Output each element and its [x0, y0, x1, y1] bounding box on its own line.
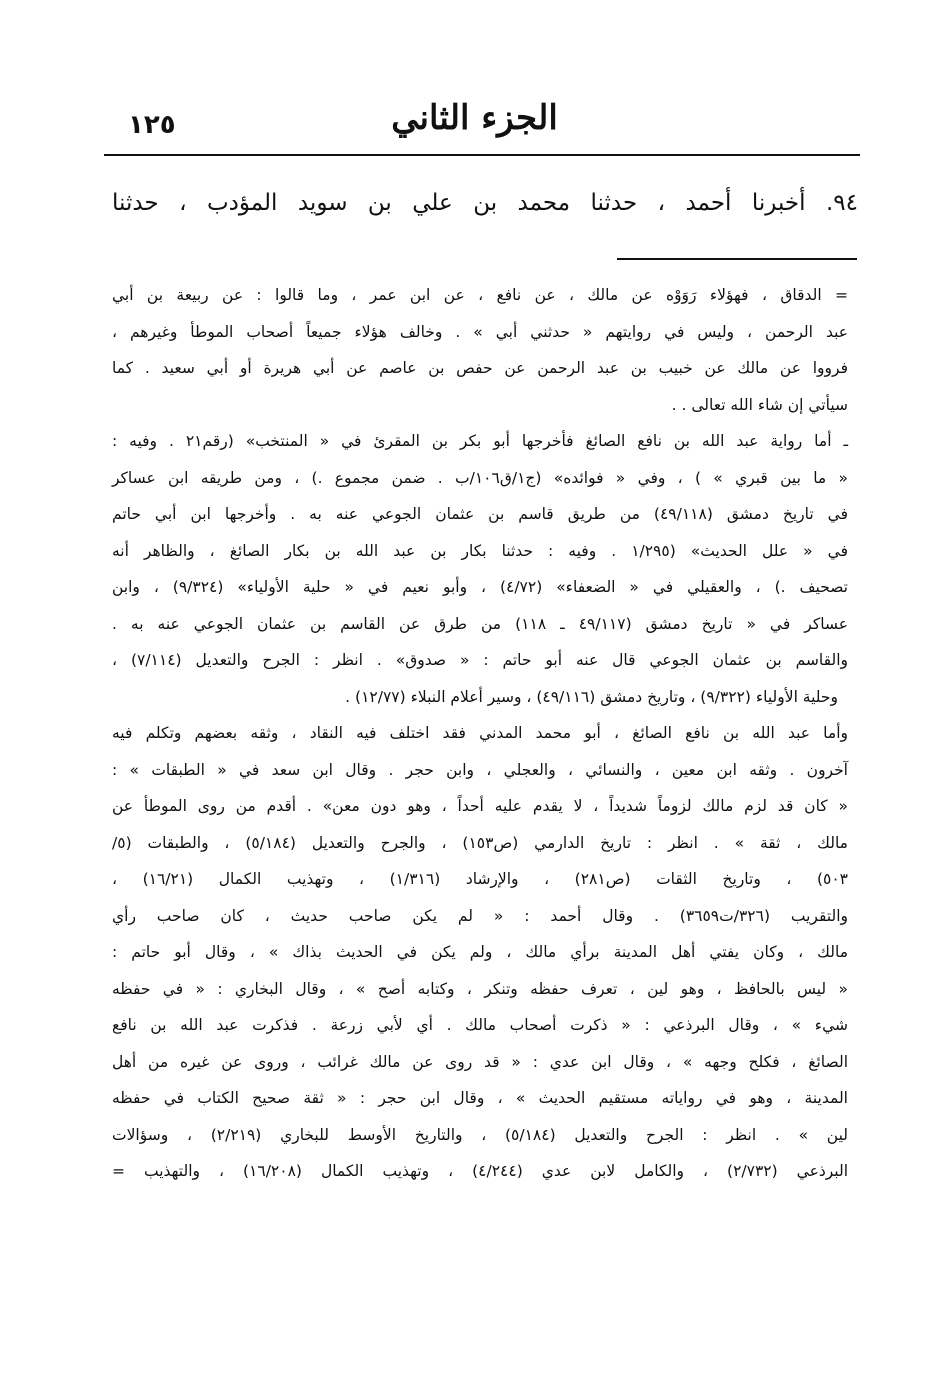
- footnote-line: البرذعي (٢/٧٣٢) ، والكامل لابن عدي (٤/٢٤٤) ، وتهذيب الكمال (١٦/٢٠٨) ، والتهذيب =: [112, 1162, 848, 1180]
- footnote-line: شيء » ، وقال البرذعي : « ذكرت أصحاب مالك . أي لأبي زرعة . فذكرت عبد الله بن نافع: [112, 1016, 848, 1034]
- footnote-line: ٥٠٣) ، وتاريخ الثقات (ص٢٨١) ، والإرشاد (١/٣١٦) ، وتهذيب الكمال (١٦/٢١) ،: [112, 870, 848, 888]
- footnote-line: لين » . انظر : الجرح والتعديل (٥/١٨٤) ، والتاريخ الأوسط للبخاري (٢/٢١٩) ، وسؤالات: [112, 1125, 848, 1144]
- footnote-line: « ما بين قبري » ) ، وفي « فوائده» (ج١/ق١٠٦/ب . ضمن مجموع .) ، ومن طريقه ابن عساكر: [112, 468, 848, 487]
- footnote-line: « كان قد لزم مالك لزوماً شديداً ، لا يقدم عليه أحداً ، وهو دون معن» . أقدم من روى الموطأ عن: [112, 797, 848, 815]
- footnote-line: ـ أما رواية عبد الله بن نافع الصائغ فأخرجها أبو بكر بن المقرئ في « المنتخب» (رقم٢١ . وفيه :: [112, 432, 848, 450]
- footnote-line: وأما عبد الله بن نافع الصائغ ، أبو محمد المدني فقد اختلف فيه النقاد ، وثقه بعضهم وتكلم فيه: [112, 724, 848, 742]
- footnote-line: مالك ، ثقة » . انظر : تاريخ الدارمي (ص١٥٣) ، والجرح والتعديل (٥/١٨٤) ، والطبقات (٥/: [112, 833, 848, 852]
- footnote-line: في تاريخ دمشق (٤٩/١١٨) من طريق قاسم بن عثمان الجوعي عنه به . وأخرجها ابن أبي حاتم: [112, 505, 848, 523]
- header-divider: [104, 154, 860, 156]
- footnote-line: مالك ، وكان يفتي أهل المدينة برأي مالك ، ولم يكن في الحديث بذاك » ، وقال أبو حاتم :: [112, 943, 848, 961]
- main-text-line: ٩٤. أخبرنا أحمد ، حدثنا محمد بن علي بن سويد المؤدب ، حدثنا: [112, 190, 858, 216]
- running-title: الجزء الثاني: [391, 98, 558, 138]
- footnote-line: عساكر في « تاريخ دمشق (٤٩/١١٧ ـ ١١٨) من طرق عن القاسم بن عثمان الجوعي عنه به .: [112, 614, 848, 633]
- footnote-line: « ليس بالحافظ ، وهو لين ، تعرف حفظه وتنكر ، وكتابه أصح » ، وقال البخاري : « في حفظه: [112, 979, 848, 998]
- footnote-line: آخرون . وثقه ابن معين ، والنسائي ، والعجلي ، وابن حجر . وقال ابن سعد في « الطبقات » :: [112, 760, 848, 779]
- footnote-line: المدينة ، وهو في رواياته مستقيم الحديث » ، وقال ابن حجر : « ثقة صحيح الكتاب في حفظه: [112, 1089, 848, 1107]
- footnote-line: تصحيف .) ، والعقيلي في « الضعفاء» (٤/٧٢) ، وأبو نعيم في « حلية الأولياء» (٩/٣٢٤) ، وابن: [112, 578, 848, 596]
- footnote-line: فرووا عن مالك عن خبيب بن عبد الرحمن عن حفص بن عاصم عن أبي هريرة أو أبي سعيد . كما: [112, 359, 848, 377]
- footnote-line: الصائغ ، فكلح وجهه » ، وقال ابن عدي : « قد روى عن مالك غرائب ، وروى عن غيره من أهل: [112, 1052, 848, 1071]
- footnote-line: = الدقاق ، فهؤلاء رَوَوْه عن مالك ، عن نافع ، عن ابن عمر ، وما قالوا : عن ربيعة بن أبي: [112, 286, 848, 304]
- page-number: ١٢٥: [128, 110, 176, 140]
- footnote-separator: [617, 258, 857, 260]
- footnote-line: وحلية الأولياء (٩/٣٢٢) ، وتاريخ دمشق (٤٩/١١٦) ، وسير أعلام النبلاء (١٢/٧٧) .: [345, 687, 838, 706]
- footnote-line: سيأتي إن شاء الله تعالى . .: [671, 395, 848, 414]
- footnote-line: والقاسم بن عثمان الجوعي قال عنه أبو حاتم : « صدوق» . انظر : الجرح والتعديل (٧/١١٤) ،: [112, 651, 849, 669]
- footnote-line: والتقريب (٣٢٦/ت٣٦٥٩) . وقال أحمد : « لم يكن صاحب حديث ، كان صاحب رأي: [112, 906, 849, 925]
- footnote-line: عبد الرحمن ، وليس في روايتهم « حدثني أبي » . وخالف هؤلاء جميعاً أصحاب الموطأ وغيرهم ،: [112, 322, 848, 341]
- footnote-line: في « علل الحديث» (١/٢٩٥ . وفيه : حدثنا بكار بن عبد الله بن بكار الصائغ ، والظاهر أنه: [112, 541, 849, 560]
